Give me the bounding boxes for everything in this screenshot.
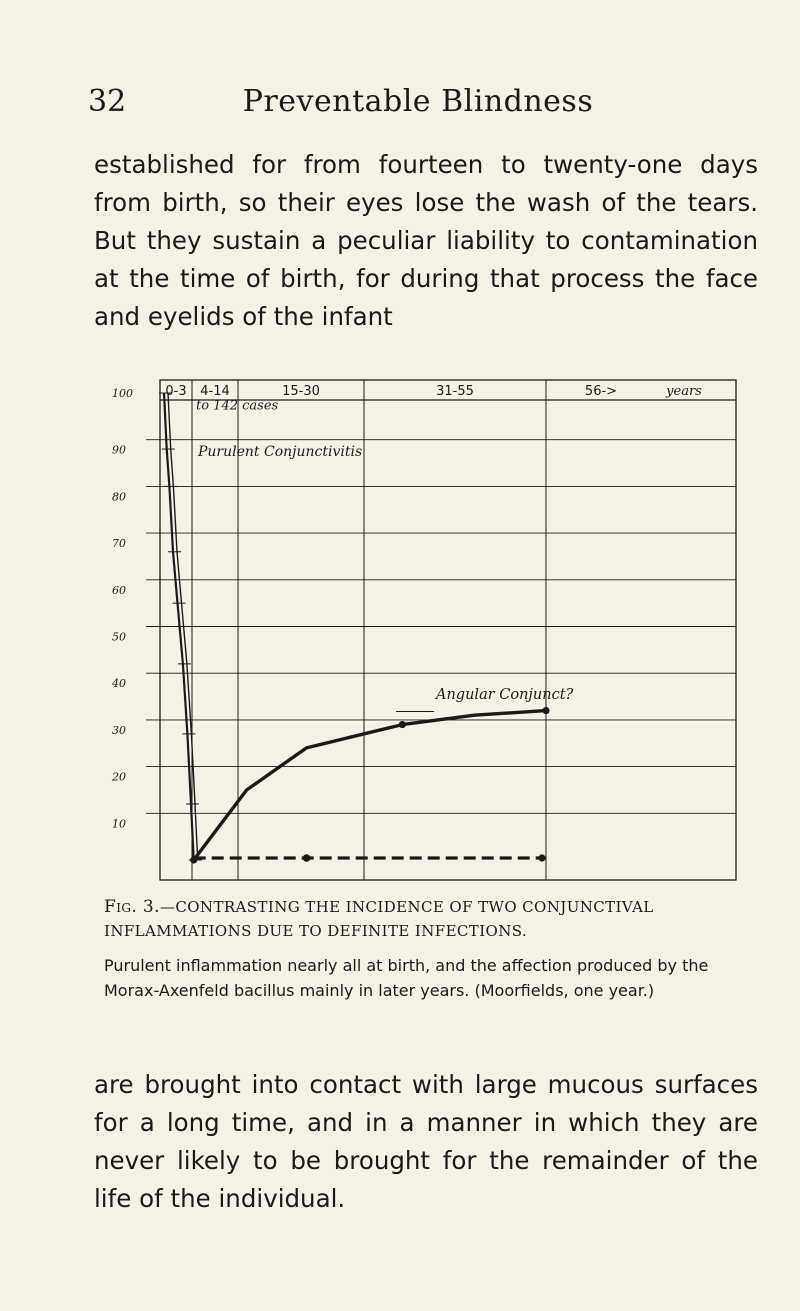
series-point-angular [542,707,549,714]
y-tick-label: 90 [112,443,126,457]
category-tick-label: 0-3 [165,384,187,399]
y-tick-label: 40 [112,677,126,691]
body-paragraph-bottom: are brought into contact with large mucous surfaces for a long time, and in a manner in which they are never likely to be brought for the remainder of the life of the individual. [94,1070,758,1213]
category-tick-label: 15-30 [282,384,320,399]
caption-title-text: —CONTRASTING THE INCIDENCE OF TWO CONJUNCTIVAL INFLAMMATIONS DUE TO DEFINITE INFECTIONS. [104,898,654,940]
series-point-baseline [303,854,311,862]
caption-label: Fig. 3. [104,897,160,917]
category-tick-label: 4-14 [200,384,230,399]
y-tick-label: 30 [112,723,126,737]
annotation-purulent: Purulent Conjunctivitis [198,444,363,461]
figure-chart [96,368,756,888]
y-tick-label: 100 [112,387,133,400]
y-tick-label: 80 [112,490,126,504]
series-point-baseline [538,854,545,861]
y-tick-label: 20 [112,770,126,784]
category-tick-label: 56-> [584,384,618,399]
series-point-angular [399,721,406,728]
page-number: 32 [88,84,127,119]
series-line-angular [194,711,546,860]
x-unit-label: years [666,384,702,399]
incidence-chart [96,368,756,888]
page-header [88,84,748,128]
caption-body: Purulent inflammation nearly all at birth, and the affection produced by the Morax-Axenfeld bacillus mainly in later years. (Moorfields, one year.) [104,956,709,1000]
y-tick-label: 50 [112,630,126,644]
y-tick-label: 70 [112,537,126,551]
annotation-angular: Angular Conjunct? [436,686,574,703]
body-paragraph-top: established for from fourteen to twenty-one days from birth, so their eyes lose the wash of the tears. But they sustain a peculiar liability to contamination at the time of birth, for during that process the face and eyelids of the infant [94,150,758,331]
figure-caption [104,895,756,943]
category-tick-label: 31-55 [436,384,474,399]
annotation-cases: to 142 cases [196,398,279,414]
y-tick-label: 60 [112,583,126,597]
caption-title [104,895,756,943]
y-tick-label: 10 [112,817,126,831]
running-title: Preventable Blindness [242,84,594,119]
